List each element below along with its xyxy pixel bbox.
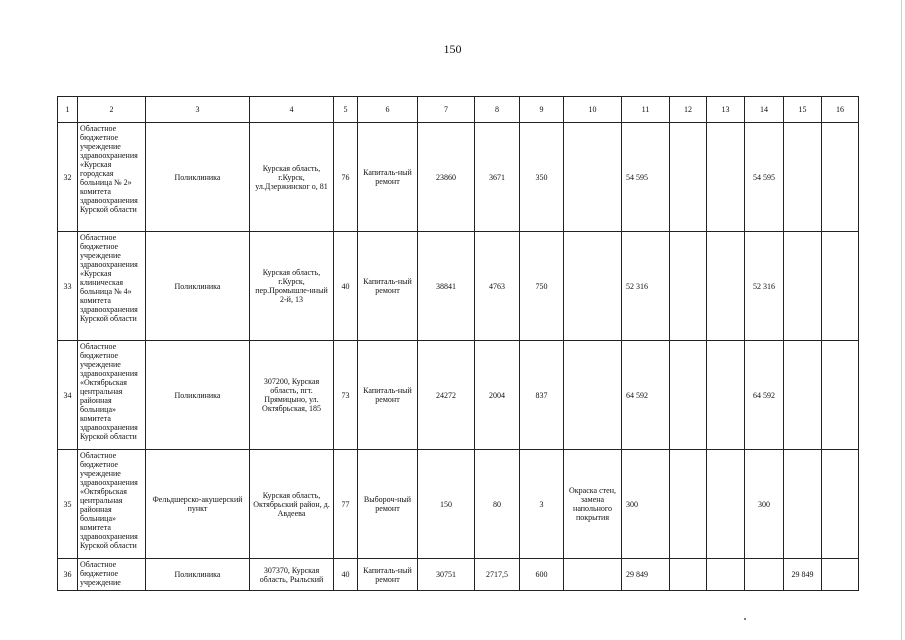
col-11-value: 300 <box>622 450 670 559</box>
column-header-3: 3 <box>146 97 250 123</box>
col-11-value: 64 592 <box>622 341 670 450</box>
facility-address: Курская область, г.Курск, пер.Промышле-нный 2-й, 13 <box>250 232 334 341</box>
column-header-16: 16 <box>822 97 859 123</box>
col-10-value <box>564 341 622 450</box>
col-14-value: 52 316 <box>745 232 784 341</box>
row-number: 33 <box>58 232 78 341</box>
col-8-value: 3671 <box>475 123 520 232</box>
col-5-value: 40 <box>334 559 358 591</box>
col-9-value: 3 <box>520 450 564 559</box>
header-row <box>58 97 859 123</box>
col-15-value <box>784 450 822 559</box>
col-14-value: 54 595 <box>745 123 784 232</box>
col-12-value <box>670 123 707 232</box>
work-type: Капиталь-ный ремонт <box>358 341 418 450</box>
col-8-value: 4763 <box>475 232 520 341</box>
column-header-13: 13 <box>707 97 745 123</box>
column-header-5: 5 <box>334 97 358 123</box>
col-10-value <box>564 123 622 232</box>
table-row <box>58 341 859 450</box>
col-15-value <box>784 123 822 232</box>
organization-name: Областное бюджетное учреждение <box>78 559 146 591</box>
col-13-value <box>707 559 745 591</box>
work-type: Капиталь-ный ремонт <box>358 559 418 591</box>
table-row <box>58 123 859 232</box>
col-10-value <box>564 559 622 591</box>
column-header-8: 8 <box>475 97 520 123</box>
col-8-value: 2004 <box>475 341 520 450</box>
page-edge-line <box>901 0 902 640</box>
column-header-11: 11 <box>622 97 670 123</box>
column-header-4: 4 <box>250 97 334 123</box>
col-13-value <box>707 123 745 232</box>
col-7-value: 38841 <box>418 232 475 341</box>
col-5-value: 73 <box>334 341 358 450</box>
col-8-value: 2717,5 <box>475 559 520 591</box>
facility-type: Фельдшерско-акушерский пункт <box>146 450 250 559</box>
scan-speck <box>744 618 746 620</box>
col-5-value: 76 <box>334 123 358 232</box>
col-11-value: 52 316 <box>622 232 670 341</box>
facility-type: Поликлиника <box>146 232 250 341</box>
col-9-value: 350 <box>520 123 564 232</box>
col-10-value: Окраска стен, замена напольного покрытия <box>564 450 622 559</box>
work-type: Капиталь-ный ремонт <box>358 123 418 232</box>
col-13-value <box>707 232 745 341</box>
row-number: 35 <box>58 450 78 559</box>
col-5-value: 40 <box>334 232 358 341</box>
col-8-value: 80 <box>475 450 520 559</box>
col-12-value <box>670 559 707 591</box>
column-header-15: 15 <box>784 97 822 123</box>
organization-name: Областное бюджетное учреждение здравоохранения «Октябрьская центральная районная больница» комитета здравоохранения Курской области <box>78 450 146 559</box>
organization-name: Областное бюджетное учреждение здравоохранения «Октябрьская центральная районная больница» комитета здравоохранения Курской области <box>78 341 146 450</box>
col-16-value <box>822 232 859 341</box>
facility-type: Поликлиника <box>146 341 250 450</box>
column-header-10: 10 <box>564 97 622 123</box>
col-14-value: 300 <box>745 450 784 559</box>
facility-address: 307200, Курская область, пгт. Прямицыно, ул. Октябрьская, 185 <box>250 341 334 450</box>
table-row <box>58 450 859 559</box>
col-5-value: 77 <box>334 450 358 559</box>
col-16-value <box>822 341 859 450</box>
col-16-value <box>822 559 859 591</box>
facility-type: Поликлиника <box>146 559 250 591</box>
col-14-value: 64 592 <box>745 341 784 450</box>
column-header-14: 14 <box>745 97 784 123</box>
col-9-value: 837 <box>520 341 564 450</box>
col-11-value: 29 849 <box>622 559 670 591</box>
table-row <box>58 559 859 591</box>
table-row <box>58 232 859 341</box>
column-header-1: 1 <box>58 97 78 123</box>
col-12-value <box>670 341 707 450</box>
col-9-value: 600 <box>520 559 564 591</box>
column-header-12: 12 <box>670 97 707 123</box>
col-12-value <box>670 450 707 559</box>
col-16-value <box>822 450 859 559</box>
page-number: 150 <box>443 42 462 56</box>
work-type: Капиталь-ный ремонт <box>358 232 418 341</box>
col-7-value: 23860 <box>418 123 475 232</box>
col-10-value <box>564 232 622 341</box>
row-number: 32 <box>58 123 78 232</box>
organization-name: Областное бюджетное учреждение здравоохранения «Курская клиническая больница № 4» комитета здравоохранения Курской области <box>78 232 146 341</box>
col-13-value <box>707 341 745 450</box>
table-body <box>58 123 859 591</box>
col-7-value: 30751 <box>418 559 475 591</box>
facility-address: Курская область, Октябрьский район, д. Авдеева <box>250 450 334 559</box>
col-16-value <box>822 123 859 232</box>
column-header-9: 9 <box>520 97 564 123</box>
facility-address: 307370, Курская область, Рыльский <box>250 559 334 591</box>
col-13-value <box>707 450 745 559</box>
col-12-value <box>670 232 707 341</box>
col-11-value: 54 595 <box>622 123 670 232</box>
col-15-value <box>784 341 822 450</box>
work-type: Выбороч-ный ремонт <box>358 450 418 559</box>
organization-name: Областное бюджетное учреждение здравоохранения «Курская городская больница № 2» комитета здравоохранения Курской области <box>78 123 146 232</box>
col-15-value: 29 849 <box>784 559 822 591</box>
col-9-value: 750 <box>520 232 564 341</box>
row-number: 34 <box>58 341 78 450</box>
repair-schedule-table <box>57 96 859 591</box>
facility-address: Курская область, г.Курск, ул.Дзержинског о, 81 <box>250 123 334 232</box>
column-header-7: 7 <box>418 97 475 123</box>
column-header-6: 6 <box>358 97 418 123</box>
row-number: 36 <box>58 559 78 591</box>
col-7-value: 150 <box>418 450 475 559</box>
column-header-2: 2 <box>78 97 146 123</box>
col-14-value <box>745 559 784 591</box>
col-7-value: 24272 <box>418 341 475 450</box>
facility-type: Поликлиника <box>146 123 250 232</box>
col-15-value <box>784 232 822 341</box>
